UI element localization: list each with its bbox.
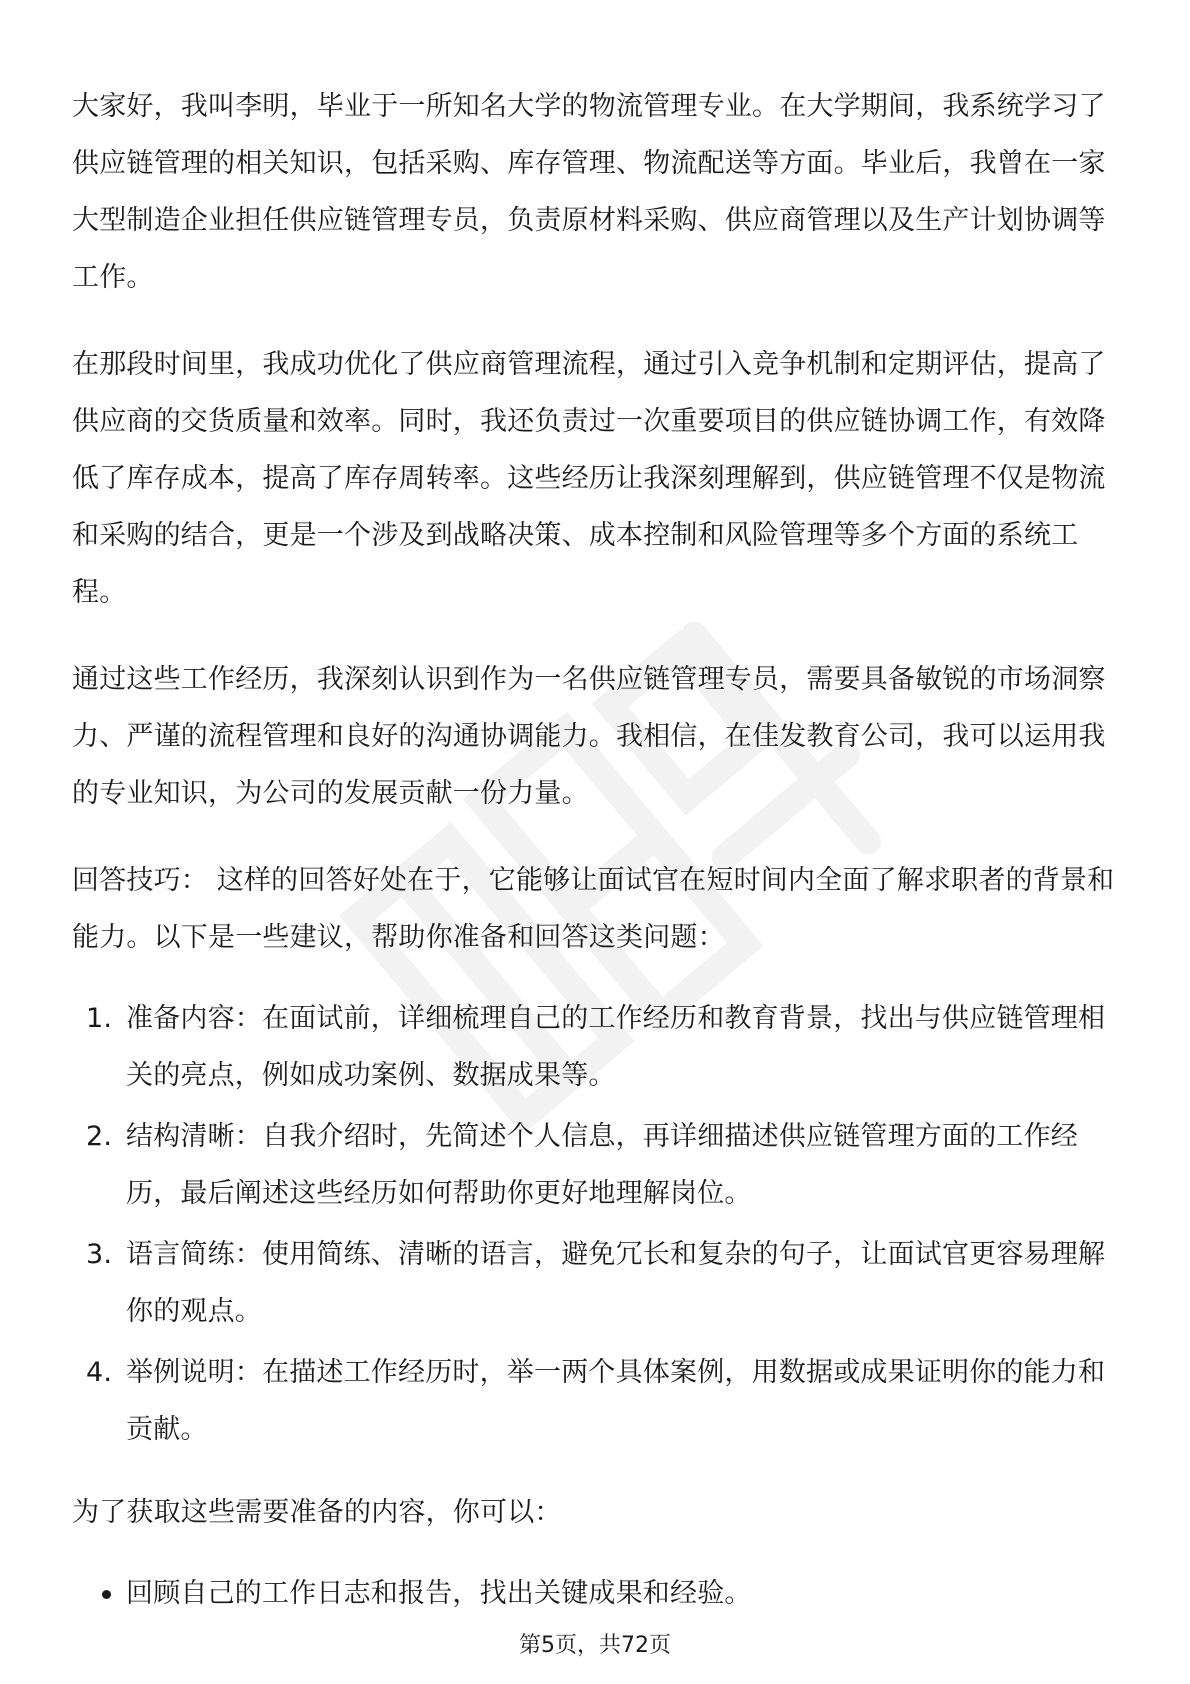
page-number: 第5页，共72页	[519, 1633, 671, 1658]
list-number: 1.	[86, 1003, 113, 1034]
prep-intro: 为了获取这些需要准备的内容，你可以：	[72, 1497, 562, 1528]
bullet-item: 回顾自己的工作日志和报告，找出关键成果和经验。	[72, 1565, 1118, 1622]
list-item-text: 语言简练：使用简练、清晰的语言，避免冗长和复杂的句子，让面试官更容易理解你的观点。	[126, 1239, 1106, 1327]
list-item	[72, 1344, 1118, 1458]
list-item-text: 结构清晰：自我介绍时，先简述个人信息，再详细描述供应链管理方面的工作经历，最后阐述这些经历如何帮助你更好地理解岗位。	[126, 1121, 1078, 1209]
list-number: 4.	[86, 1357, 113, 1388]
list-item-text: 举例说明：在描述工作经历时，举一两个具体案例，用数据或成果证明你的能力和贡献。	[126, 1357, 1106, 1445]
list-number: 2.	[86, 1121, 113, 1152]
paragraph: 通过这些工作经历，我深刻认识到作为一名供应链管理专员，需要具备敏锐的市场洞察力、严谨的流程管理和良好的沟通协调能力。我相信，在佳发教育公司，我可以运用我的专业知识，为公司的发展贡献一份力量。	[72, 664, 1106, 809]
answer-tips: 回答技巧： 这样的回答好处在于，它能够让面试官在短时间内全面了解求职者的背景和能力。以下是一些建议，帮助你准备和回答这类问题：	[72, 865, 1115, 953]
list-item-text: 准备内容：在面试前，详细梳理自己的工作经历和教育背景，找出与供应链管理相关的亮点，例如成功案例、数据成果等。	[126, 1003, 1106, 1091]
tips-list	[72, 990, 1118, 1458]
list-item	[72, 1108, 1118, 1222]
paragraph: 大家好，我叫李明，毕业于一所知名大学的物流管理专业。在大学期间，我系统学习了供应链管理的相关知识，包括采购、库存管理、物流配送等方面。毕业后，我曾在一家大型制造企业担任供应链管理专员，负责原材料采购、供应商管理以及生产计划协调等工作。	[72, 91, 1106, 293]
document-body	[72, 78, 1118, 1622]
bullet-list	[72, 1565, 1118, 1622]
list-item	[72, 990, 1118, 1104]
list-item	[72, 1226, 1118, 1340]
list-number: 3.	[86, 1239, 113, 1270]
paragraph: 在那段时间里，我成功优化了供应商管理流程，通过引入竞争机制和定期评估，提高了供应商的交货质量和效率。同时，我还负责过一次重要项目的供应链协调工作，有效降低了库存成本，提高了库存周转率。这些经历让我深刻理解到，供应链管理不仅是物流和采购的结合，更是一个涉及到战略决策、成本控制和风险管理等多个方面的系统工程。	[72, 349, 1106, 608]
